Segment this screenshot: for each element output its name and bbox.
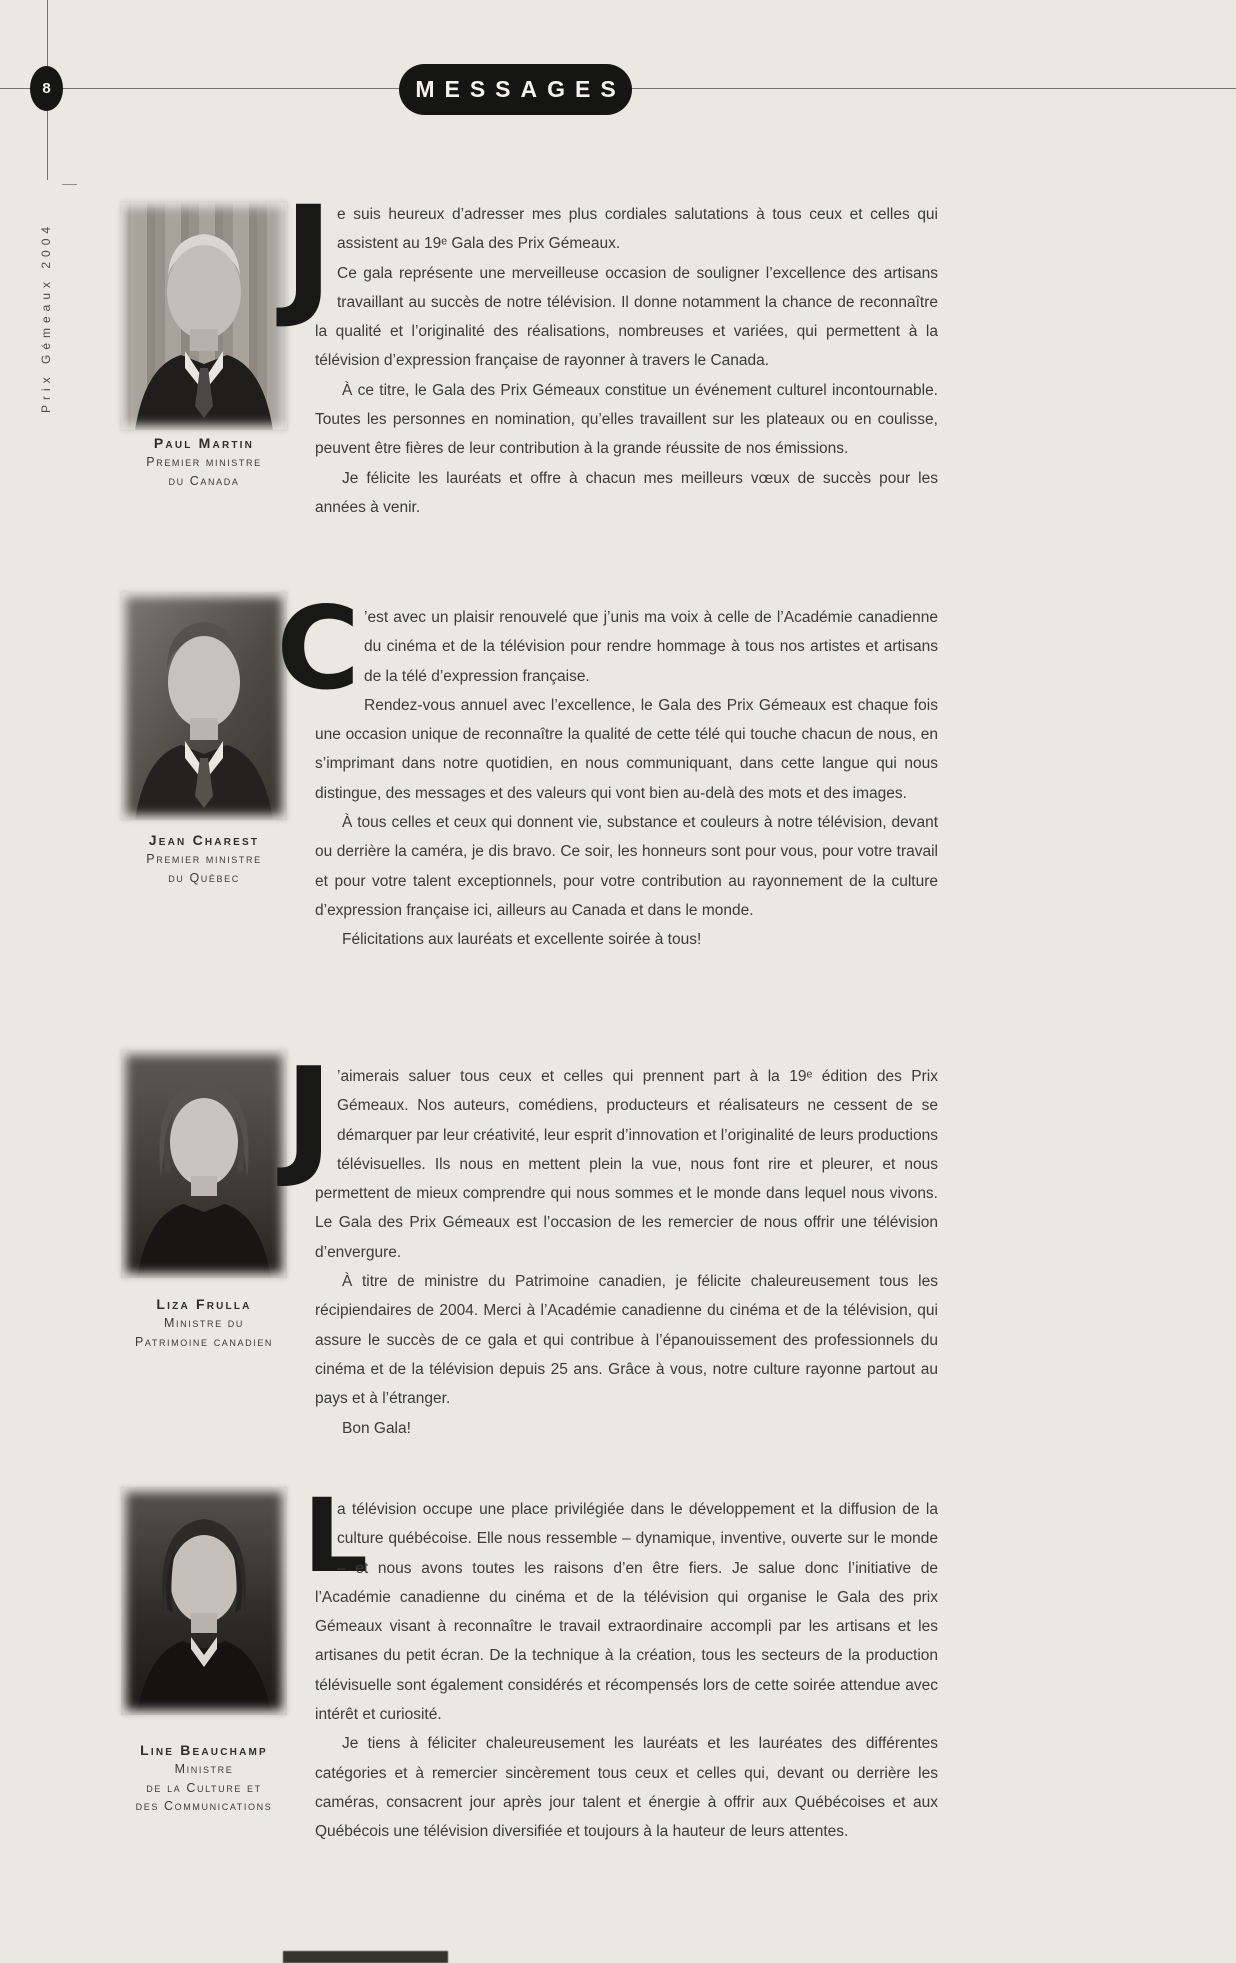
page-title: MESSAGES bbox=[415, 76, 626, 102]
paragraph: À tous celles et ceux qui donnent vie, substance et couleurs à notre télévision, devant ou derrière la caméra, je dis bravo. Ce soir, les honneurs sont pour vous, pour votre travail et pour votre talent exceptionnels, pour votre contribution au rayonnement de la culture d’expression française ici, ailleurs au Canada et dans le monde. bbox=[315, 814, 938, 919]
drop-cap: C bbox=[276, 582, 360, 715]
caption-role-line: des Communications bbox=[135, 1799, 273, 1813]
portrait-silhouette bbox=[121, 1050, 287, 1278]
portrait-silhouette bbox=[121, 1487, 287, 1715]
portrait-silhouette bbox=[121, 202, 287, 430]
caption-role-line: Ministre bbox=[174, 1762, 234, 1776]
paragraph: e suis heureux d’adresser mes plus cordiales salutations à tous ceux et celles qui assistent au 19ᵉ Gala des Prix Gémeaux. bbox=[337, 206, 938, 253]
caption-role-line: Premier ministre bbox=[146, 455, 262, 469]
drop-cap: J bbox=[283, 178, 333, 332]
caption-role-line: de la Culture et bbox=[146, 1780, 262, 1795]
paragraph: Ce gala représente une merveilleuse occasion de souligner l’excellence des artisans travaillant au succès de notre télévision. Il donne notamment la chance de reconnaître la qualité et l’originalité des réalisations, nombreuses et variées, qui permettent à la télévision d’expression française de rayonner à travers le Canada. bbox=[315, 264, 938, 370]
paragraph: À ce titre, le Gala des Prix Gémeaux constitue un événement culturel incontournable. Toutes les personnes en nomination, qu’elles travaillent sur les plateaux ou en coulisse, peuvent être fières de leur contribution à la grande réussite de nos émissions. bbox=[315, 381, 938, 458]
paragraph: Je tiens à féliciter chaleureusement les lauréats et les lauréates des différentes catégories et à remercier sincèrement tous ceux et celles qui, devant ou derrière les caméras, consacrent jour après jour talent et énergie à offrir aux Québécoises et aux Québécois une télévision diversifiée et toujours à la hauteur de leurs attentes. bbox=[315, 1735, 938, 1841]
caption-role-line: du Canada bbox=[168, 473, 240, 488]
caption-name: Liza Frulla bbox=[156, 1296, 252, 1312]
portrait-silhouette bbox=[121, 592, 287, 820]
photo-caption-jean-charest bbox=[96, 831, 312, 887]
paragraph: ’est avec un plaisir renouvelé que j’unis ma voix à celle de l’Académie canadienne du cinéma et de la télévision pour rendre hommage à tous nos artistes et artisans de la télé d’expression française. bbox=[364, 609, 938, 685]
message-liza-frulla bbox=[284, 1039, 938, 1443]
message-line-beauchamp bbox=[303, 1477, 938, 1847]
paragraph: Félicitations aux lauréats et excellente soirée à tous! bbox=[342, 931, 702, 949]
paragraph: À titre de ministre du Patrimoine canadien, je félicite chaleureusement tous les récipiendaires de 2004. Merci à l’Académie canadienne du cinéma et de la télévision, qui assure le succès de ce gala et qui contribue à l’épanouissement des professionnels du cinéma et de la télévision depuis 25 ans. Grâce à vous, notre culture rayonne partout au pays et à l’étranger. bbox=[315, 1273, 938, 1408]
message-jean-charest bbox=[276, 582, 938, 955]
caption-name: Jean Charest bbox=[148, 832, 260, 848]
message-paul-martin bbox=[283, 178, 938, 522]
photo-caption-liza-frulla bbox=[96, 1295, 312, 1351]
paragraph: ’aimerais saluer tous ceux et celles qui prennent part à la 19ᵉ édition des Prix Gémeaux. Nos auteurs, comédiens, producteurs et réalisateurs ne cessent de se démarquer par leur créativité, leur esprit d’innovation et l’originalité de leurs productions télévisuelles. Ils nous en mettent plein la vue, nous font rire et pleurer, et nous permettent de mieux comprendre qui nous sommes et le monde dans lequel nous vivons. Le Gala des Prix Gémeaux est l’occasion de les remercier de nous offrir une télévision d’envergure. bbox=[315, 1068, 938, 1261]
paragraph: Je félicite les lauréats et offre à chacun mes meilleurs vœux de succès pour les années à venir. bbox=[315, 469, 938, 516]
page-number: 8 bbox=[42, 80, 51, 97]
paragraph: a télévision occupe une place privilégiée dans le développement et la diffusion de la culture québécoise. Elle nous ressemble – dynamique, inventive, ouverte sur le monde – et nous avons toutes les raisons d’en être fiers. Je salue donc l’initiative de l’Académie canadienne du cinéma et de la télévision qui organise le Gala des prix Gémeaux visant à reconnaître le travail extraordinaire accompli par les artisans et les artisanes du petit écran. De la technique à la création, tous les secteurs de la production télévisuelle sont également considérés et récompensés lors de cette soirée attendue avec intérêt et curiosité. bbox=[315, 1501, 938, 1724]
portrait-photo-jean-charest bbox=[121, 592, 287, 820]
caption-name: Paul Martin bbox=[153, 435, 255, 451]
portrait-photo-paul-martin bbox=[121, 202, 287, 430]
page-number-badge bbox=[30, 66, 63, 111]
tick-mark bbox=[62, 184, 77, 185]
caption-role-line: Premier ministre bbox=[146, 852, 262, 866]
caption-role-line: Ministre du bbox=[164, 1316, 244, 1330]
paragraph: Rendez-vous annuel avec l’excellence, le Gala des Prix Gémeaux est chaque fois une occasion unique de reconnaître la qualité de cette télé qui touche chacun de nous, en s’imprimant dans notre quotidien, en nous communiquant, dans cette langue qui nous distingue, des messages et des valeurs qui vont bien au-delà des mots et des images. bbox=[315, 696, 938, 802]
photo-caption-paul-martin bbox=[96, 434, 312, 490]
caption-role-line: Patrimoine canadien bbox=[134, 1334, 274, 1349]
scan-edge-mark bbox=[283, 1951, 448, 1963]
caption-name: Line Beauchamp bbox=[140, 1742, 268, 1758]
header-title-pill bbox=[399, 64, 632, 115]
photo-caption-line-beauchamp bbox=[96, 1741, 312, 1816]
drop-cap: L bbox=[303, 1477, 368, 1596]
caption-role-line: du Québec bbox=[168, 870, 240, 885]
portrait-photo-line-beauchamp bbox=[121, 1487, 287, 1715]
portrait-photo-liza-frulla bbox=[121, 1050, 287, 1278]
sidebar-vertical-text: Prix Gémeaux 2004 bbox=[39, 221, 53, 413]
paragraph: Bon Gala! bbox=[342, 1419, 411, 1437]
drop-cap: J bbox=[284, 1039, 333, 1191]
